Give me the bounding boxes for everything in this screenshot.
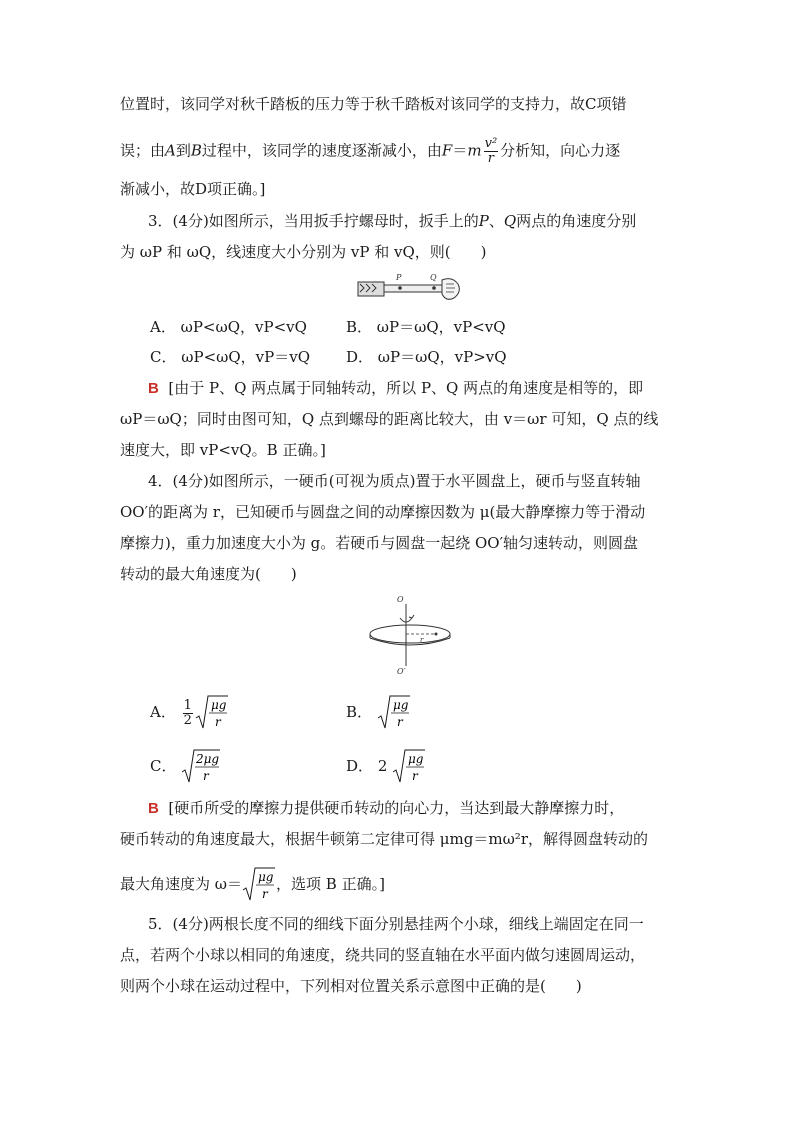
explanation-3: 速度大，即 vP<vQ。B 正确。] xyxy=(120,441,326,459)
answer-badge: B xyxy=(148,800,159,817)
label-p: P xyxy=(396,273,402,282)
sqrt-symbol xyxy=(392,748,426,786)
question-5-stem: 5．(4分)两根长度不同的细线下面分别悬挂两个小球，细线上端固定在同一 xyxy=(148,915,644,933)
disc-figure xyxy=(366,590,462,676)
explanation-4: 最大角速度为 ω＝ μg r ，选项 B 正确。] xyxy=(120,866,385,904)
question-4-stem: 转动的最大角速度为( ) xyxy=(120,565,297,583)
svg-text:r: r xyxy=(203,769,210,783)
option-d[interactable]: D． 2 μg r xyxy=(346,748,426,786)
svg-text:r: r xyxy=(412,769,418,783)
svg-text:μg: μg xyxy=(408,752,424,766)
svg-text:μg: μg xyxy=(258,870,274,884)
sqrt-symbol xyxy=(181,748,221,786)
svg-text:r: r xyxy=(262,887,268,901)
svg-text:μg: μg xyxy=(392,698,409,712)
question-3-stem: 3．(4分)如图所示，当用扳手拧螺母时，扳手上的P、Q两点的角速度分别 xyxy=(148,212,637,230)
explanation-4: 硬币转动的角速度最大，根据牛顿第二定律可得 μmg＝mω²r，解得圆盘转动的 xyxy=(120,830,648,848)
label-o: O xyxy=(397,595,404,604)
option-a[interactable]: A． ωP<ωQ，vP<vQ xyxy=(150,318,307,336)
wrench-figure xyxy=(356,270,464,304)
label-q: Q xyxy=(430,273,437,282)
option-c[interactable]: C． 2μg r xyxy=(150,748,221,786)
text-line: 渐减小，故D项正确。] xyxy=(120,180,266,198)
question-5-stem: 则两个小球在运动过程中，下列相对位置关系示意图中正确的是( ) xyxy=(120,977,582,995)
option-a[interactable]: A． $\frac{1}{2}$ μg r xyxy=(150,694,229,732)
fraction: $\frac{\text{v²}}{r}$ xyxy=(484,136,498,166)
answer-badge: B xyxy=(148,380,159,397)
option-b[interactable]: B． ωP＝ωQ，vP<vQ xyxy=(346,318,506,336)
explanation-4: B [硬币所受的摩擦力提供硬币转动的向心力，当达到最大静摩擦力时， xyxy=(148,799,625,817)
sqrt-symbol xyxy=(242,866,276,904)
question-4-stem: OO′的距离为 r，已知硬币与圆盘之间的动摩擦因数为 μ(最大静摩擦力等于滑动 xyxy=(120,503,646,521)
text-line: 位置时，该同学对秋千踏板的压力等于秋千踏板对该同学的支持力，故C项错 xyxy=(120,95,627,113)
question-4-stem: 摩擦力)，重力加速度大小为 g。若硬币与圆盘一起绕 OO′轴匀速转动，则圆盘 xyxy=(120,534,638,552)
label-r: r xyxy=(420,636,424,644)
svg-text:r: r xyxy=(396,715,403,729)
svg-text:r: r xyxy=(214,715,221,729)
label-o-prime: O′ xyxy=(397,667,406,676)
explanation-3: B [由于 P、Q 两点属于同轴转动，所以 P、Q 两点的角速度是相等的，即 xyxy=(148,379,644,397)
svg-text:2μg: 2μg xyxy=(196,752,220,766)
sqrt-symbol xyxy=(377,694,411,732)
question-5-stem: 点，若两个小球以相同的角速度，绕共同的竖直轴在水平面内做匀速圆周运动， xyxy=(120,946,646,964)
question-4-stem: 4．(4分)如图所示，一硬币(可视为质点)置于水平圆盘上，硬币与竖直转轴 xyxy=(148,472,641,490)
svg-text:μg: μg xyxy=(210,698,227,712)
text-line: 误；由A到B过程中，该同学的速度逐渐减小，由F＝m $\frac{\text{v²}}{r}$ 分析知，向心力逐 xyxy=(120,136,621,166)
option-b[interactable]: B． μg r xyxy=(346,694,411,732)
explanation-3: ωP＝ωQ；同时由图可知，Q 点到螺母的距离比较大，由 v＝ωr 可知，Q 点的线 xyxy=(120,410,659,428)
sqrt-symbol xyxy=(195,694,229,732)
option-d[interactable]: D． ωP＝ωQ，vP>vQ xyxy=(346,348,507,366)
option-c[interactable]: C． ωP<ωQ，vP＝vQ xyxy=(150,348,311,366)
question-3-stem: 为 ωP 和 ωQ，线速度大小分别为 vP 和 vQ，则( ) xyxy=(120,243,487,261)
